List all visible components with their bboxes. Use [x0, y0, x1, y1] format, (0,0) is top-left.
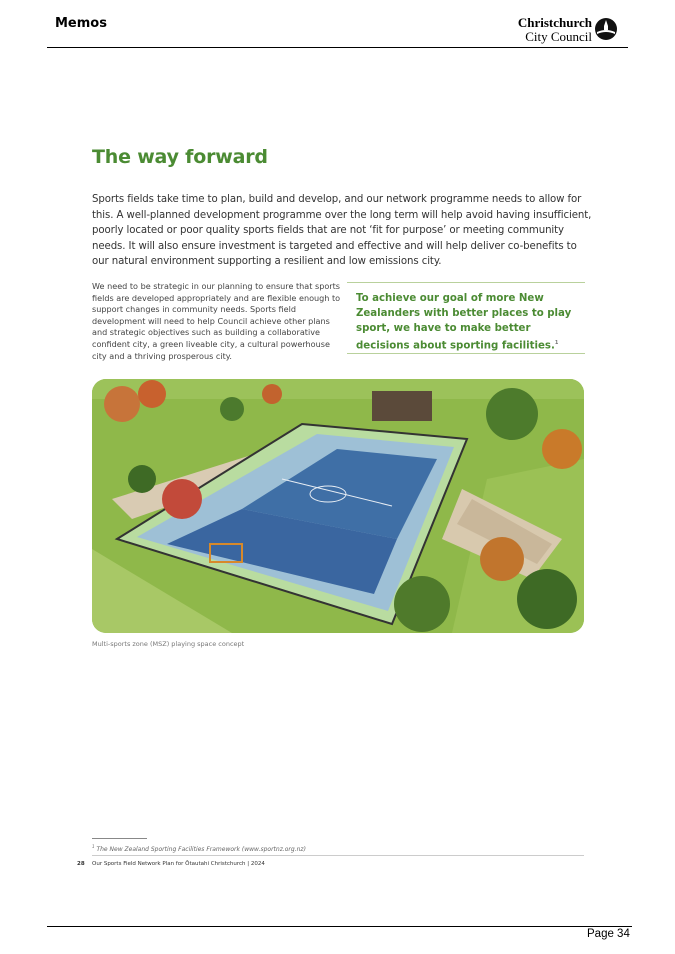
doc-footer-rule	[92, 855, 584, 856]
lead-paragraph: Sports fields take time to plan, build and develop, and our network programme needs to allow for this. A well-planned development programme over the long term will help avoid having insufficient, poorly located or poor quality sports fields that are not ‘fit for purpose’ or meeting community needs. It will also ensure investment is targeted and effective and will help deliver co-benefits to our natural environment supporting a resilient and low emissions city.	[92, 194, 592, 267]
doc-page-number: 28	[77, 861, 85, 867]
footnote	[92, 844, 306, 853]
footnote-ref: 1	[92, 844, 95, 849]
section-heading: The way forward	[92, 146, 268, 168]
header-rule	[47, 47, 628, 48]
memo-title: Memos	[55, 16, 107, 31]
msz-illustration	[92, 379, 584, 633]
pull-quote	[347, 282, 585, 354]
pull-quote-text	[356, 291, 584, 353]
body-paragraph: We need to be strategic in our planning to ensure that sports fields are developed appropriately and are flexible enough to support changes in community needs. Sports field development will need to help Council achieve other plans and strategic objectives such as building a collaborative confident city, a green liveable city, a cultural powerhouse city and a thriving prosperous city.	[92, 281, 341, 361]
council-logo	[510, 15, 622, 45]
pull-quote-ref: 1	[554, 340, 559, 346]
footnote-text: The New Zealand Sporting Facilities Framework (www.sportnz.org.nz)	[96, 846, 306, 853]
logo-line-2: City Council	[525, 29, 592, 44]
footnote-rule	[92, 838, 147, 839]
logo-line-1: Christchurch	[517, 15, 592, 30]
doc-footer-title: Our Sports Field Network Plan for Ōtautahi Christchurch | 2024	[92, 861, 265, 867]
cathedral-logo-icon	[594, 17, 618, 41]
pull-quote-body: To achieve our goal of more New Zealanders with better places to play sport, we have to make better decisions about sporting facilities.	[356, 293, 572, 352]
court-illustration-image	[92, 379, 584, 633]
page-number-label: Page 34	[587, 928, 630, 940]
footer-rule	[47, 926, 632, 927]
figure-caption: Multi-sports zone (MSZ) playing space concept	[92, 640, 245, 648]
